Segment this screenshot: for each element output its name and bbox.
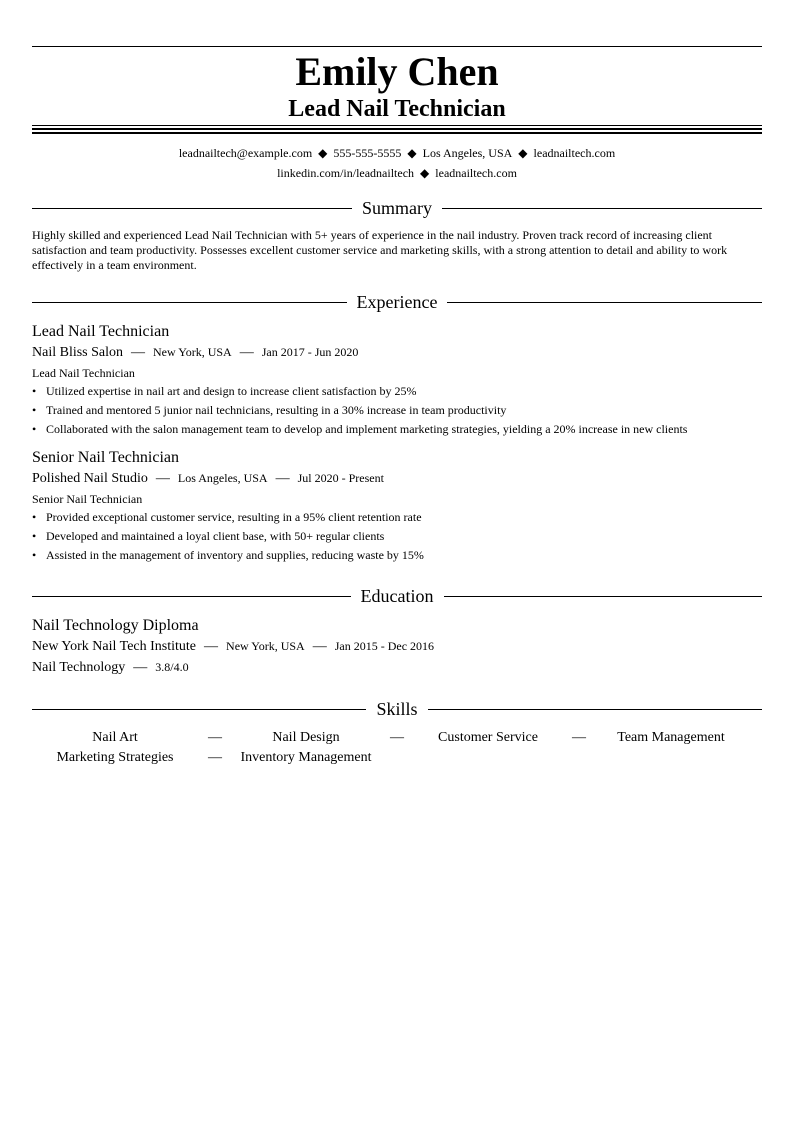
job-location: Los Angeles, USA <box>177 471 268 485</box>
section-education-label: Education <box>360 586 434 606</box>
job-bullets <box>32 508 762 565</box>
dash-separator: — <box>208 750 222 765</box>
section-education-heading <box>32 585 762 607</box>
candidate-title: Lead Nail Technician <box>288 96 506 122</box>
skill-item: Team Management <box>617 730 725 745</box>
contact-location: Los Angeles, USA <box>422 146 513 160</box>
job-meta <box>32 468 762 489</box>
section-experience-heading <box>32 291 762 313</box>
job-meta <box>32 342 762 363</box>
skill-item: Nail Art <box>92 730 138 745</box>
section-summary-label: Summary <box>362 198 432 218</box>
section-skills-label: Skills <box>376 699 418 719</box>
contact-phone[interactable]: 555-555-5555 <box>333 146 402 160</box>
contact-linkedin[interactable]: linkedin.com/in/leadnailtech <box>277 166 415 180</box>
diamond-icon: ◆ <box>518 146 528 160</box>
list-item: • Utilized expertise in nail art and design to increase client satisfaction by 25% <box>32 382 762 401</box>
dash-separator: — <box>572 730 586 745</box>
skills-row-2 <box>32 748 762 768</box>
job-title: Senior Nail Technician <box>32 449 179 466</box>
education-location: New York, USA <box>226 639 305 653</box>
dash-separator: — <box>133 660 148 675</box>
diamond-icon: ◆ <box>420 166 430 180</box>
experience-item <box>32 448 762 565</box>
job-role: Senior Nail Technician <box>32 492 143 506</box>
contact-website-2[interactable]: leadnailtech.com <box>435 166 517 180</box>
job-company: Polished Nail Studio <box>32 471 148 486</box>
list-item: • Assisted in the management of inventory and supplies, reducing waste by 15% <box>32 546 762 565</box>
dash-separator: — <box>204 639 219 654</box>
job-bullets <box>32 382 762 439</box>
list-item: • Developed and maintained a loyal client base, with 50+ regular clients <box>32 527 762 546</box>
contact-email[interactable]: leadnailtech@example.com <box>178 146 313 160</box>
dash-separator: — <box>390 730 404 745</box>
education-item <box>32 616 762 678</box>
contact-line-2 <box>32 163 762 183</box>
job-title: Lead Nail Technician <box>32 323 170 340</box>
skill-item: Customer Service <box>438 730 538 745</box>
header-bottom-rule <box>32 125 762 134</box>
education-field-row <box>32 657 762 678</box>
job-role: Lead Nail Technician <box>32 366 135 380</box>
list-item: • Provided exceptional customer service, resulting in a 95% client retention rate <box>32 508 762 527</box>
education-gpa: 3.8/4.0 <box>155 660 189 674</box>
job-company: Nail Bliss Salon <box>32 345 124 360</box>
job-dates: Jul 2020 - Present <box>297 471 384 485</box>
dash-separator: — <box>312 639 327 654</box>
dash-separator: — <box>131 345 146 360</box>
skill-item: Inventory Management <box>240 750 372 765</box>
diamond-icon: ◆ <box>407 146 417 160</box>
summary-text: Highly skilled and experienced Lead Nail Technician with 5+ years of experience in the nail industry. Proven track record of increasing client satisfaction and team productivity. Possesses excellent customer service and marketing skills, with a strong attention to detail and ability to work effectively in a team environment. <box>32 228 728 272</box>
section-experience-label: Experience <box>356 292 438 312</box>
bullet-icon: • <box>32 548 37 562</box>
contact-website[interactable]: leadnailtech.com <box>533 146 616 160</box>
skills-row-1 <box>32 728 762 748</box>
dash-separator: — <box>155 471 170 486</box>
bullet-icon: • <box>32 422 37 436</box>
header-top-rule <box>32 46 762 47</box>
contact-block <box>32 143 762 183</box>
education-field: Nail Technology <box>32 660 126 675</box>
bullet-icon: • <box>32 529 37 543</box>
dash-separator: — <box>275 471 290 486</box>
list-item: • Trained and mentored 5 junior nail technicians, resulting in a 30% increase in team productivity <box>32 401 762 420</box>
contact-line-1 <box>32 143 762 163</box>
job-location: New York, USA <box>153 345 232 359</box>
section-summary-heading <box>32 197 762 219</box>
list-item: • Collaborated with the salon management team to develop and implement marketing strategies, yielding a 20% increase in new clients <box>32 420 762 439</box>
diamond-icon: ◆ <box>318 146 328 160</box>
dash-separator: — <box>239 345 254 360</box>
skill-item: Marketing Strategies <box>56 750 174 765</box>
bullet-icon: • <box>32 403 37 417</box>
education-school: New York Nail Tech Institute <box>32 639 197 654</box>
skills-list <box>32 728 762 768</box>
bullet-icon: • <box>32 510 37 524</box>
experience-item <box>32 322 762 439</box>
job-dates: Jan 2017 - Jun 2020 <box>261 345 359 359</box>
bullet-icon: • <box>32 384 37 398</box>
resume-page <box>32 46 762 768</box>
skill-item: Nail Design <box>272 730 340 745</box>
education-degree: Nail Technology Diploma <box>32 617 199 634</box>
education-meta <box>32 636 762 657</box>
education-dates: Jan 2015 - Dec 2016 <box>334 639 435 653</box>
section-skills-heading <box>32 698 762 720</box>
dash-separator: — <box>208 730 222 745</box>
candidate-name: Emily Chen <box>295 49 499 94</box>
